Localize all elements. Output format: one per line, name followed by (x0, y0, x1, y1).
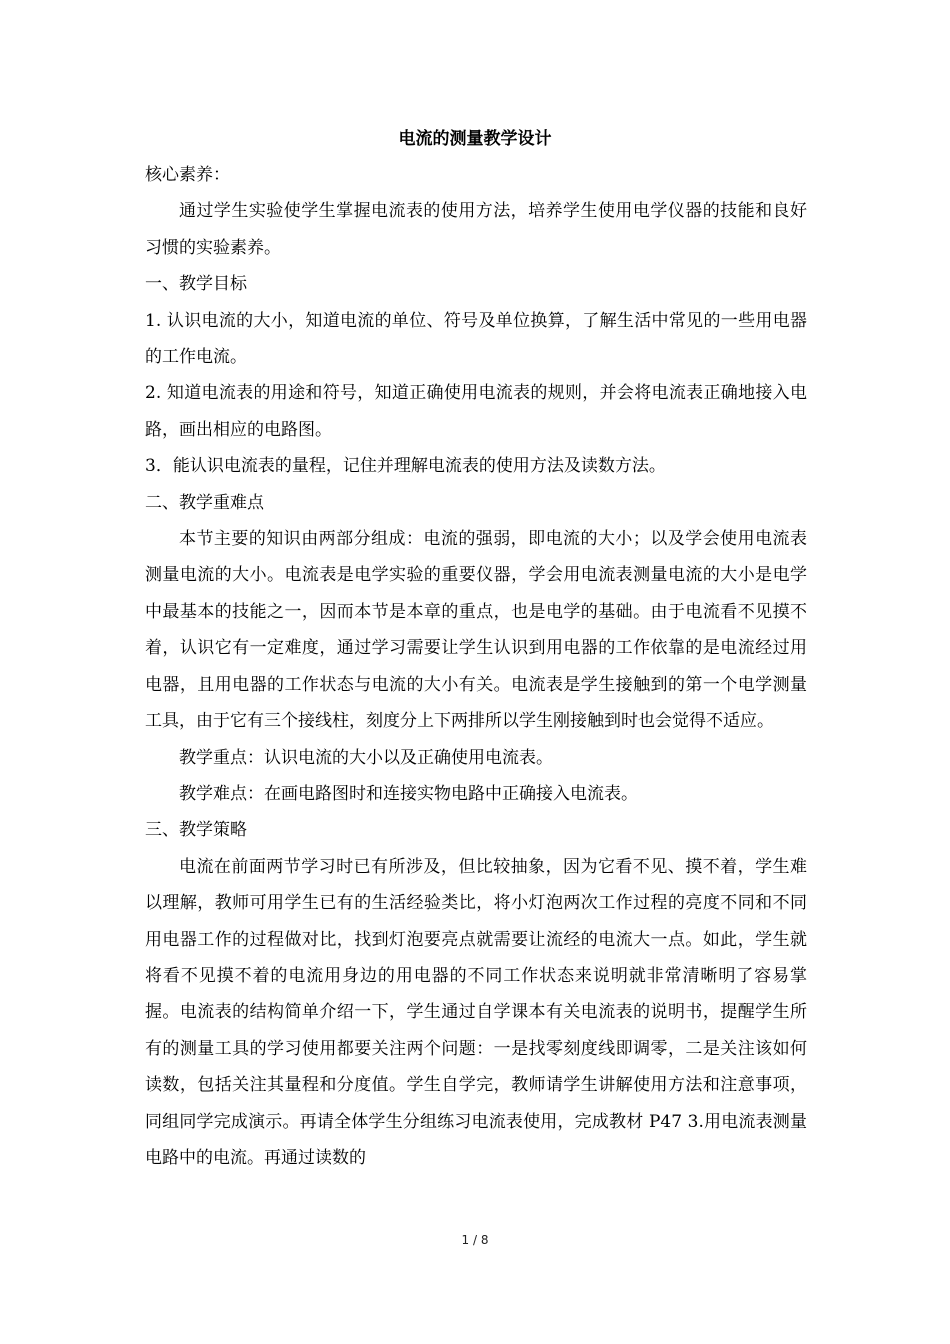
page-number: 1 / 8 (461, 1233, 489, 1247)
section-heading-objectives: 一、教学目标 (145, 274, 247, 295)
paragraph-strategy: 电流在前面两节学习时已有所涉及，但比较抽象，因为它看不见、摸不着，学生难以理解，教师可用学生已有的生活经验类比，将小灯泡两次工作过程的亮度不同和不同用电器工作的过程做对比，找到灯泡要亮点就需要让流经的电流大一点。如此，学生就将看不见摸不着的电流用身边的用电器的不同工作状态来说明就非常清晰明了容易掌握。电流表的结构简单介绍一下，学生通过自学课本有关电流表的说明书，提醒学生所有的测量工具的学习使用都要关注两个问题：一是找零刻度线即调零，二是关注该如何读数，包括关注其量程和分度值。学生自学完，教师请学生讲解使用方法和注意事项，同组同学完成演示。再请全体学生分组练习电流表使用，完成教材 P47 3.用电流表测量电路中的电流。再通过读数的 (145, 856, 807, 1168)
paragraph-teaching-focus: 教学重点：认识电流的大小以及正确使用电流表。 (179, 747, 553, 768)
objective-item-2: 2. 知道电流表的用途和符号，知道正确使用电流表的规则，并会将电流表正确地接入电路，画出相应的电路图。 (145, 383, 807, 440)
paragraph-core-literacy: 通过学生实验使学生掌握电流表的使用方法，培养学生使用电学仪器的技能和良好习惯的实验素养。 (145, 201, 807, 258)
objective-item-1: 1. 认识电流的大小，知道电流的单位、符号及单位换算，了解生活中常见的一些用电器的工作电流。 (145, 310, 807, 368)
objective-item-3: 3．能认识电流表的量程，记住并理解电流表的使用方法及读数方法。 (145, 456, 666, 477)
document-body (145, 157, 807, 1176)
document-title: 电流的测量教学设计 (398, 129, 552, 149)
paragraph-core-literacy-heading: 核心素养： (145, 165, 230, 185)
section-heading-strategy: 三、教学策略 (145, 820, 247, 841)
paragraph-key-points: 本节主要的知识由两部分组成：电流的强弱，即电流的大小；以及学会使用电流表测量电流的大小。电流表是电学实验的重要仪器，学会用电流表测量电流的大小是电学中最基本的技能之一，因而本节是本章的重点，也是电学的基础。由于电流看不见摸不着，认识它有一定难度，通过学习需要让学生认识到用电器的工作依靠的是电流经过用电器，且用电器的工作状态与电流的大小有关。电流表是学生接触到的第一个电学测量工具，由于它有三个接线柱，刻度分上下两排所以学生刚接触到时也会觉得不适应。 (145, 529, 807, 732)
paragraph-teaching-difficulty: 教学难点：在画电路图时和连接实物电路中正确接入电流表。 (179, 783, 638, 804)
section-heading-key-points: 二、教学重难点 (145, 492, 264, 513)
